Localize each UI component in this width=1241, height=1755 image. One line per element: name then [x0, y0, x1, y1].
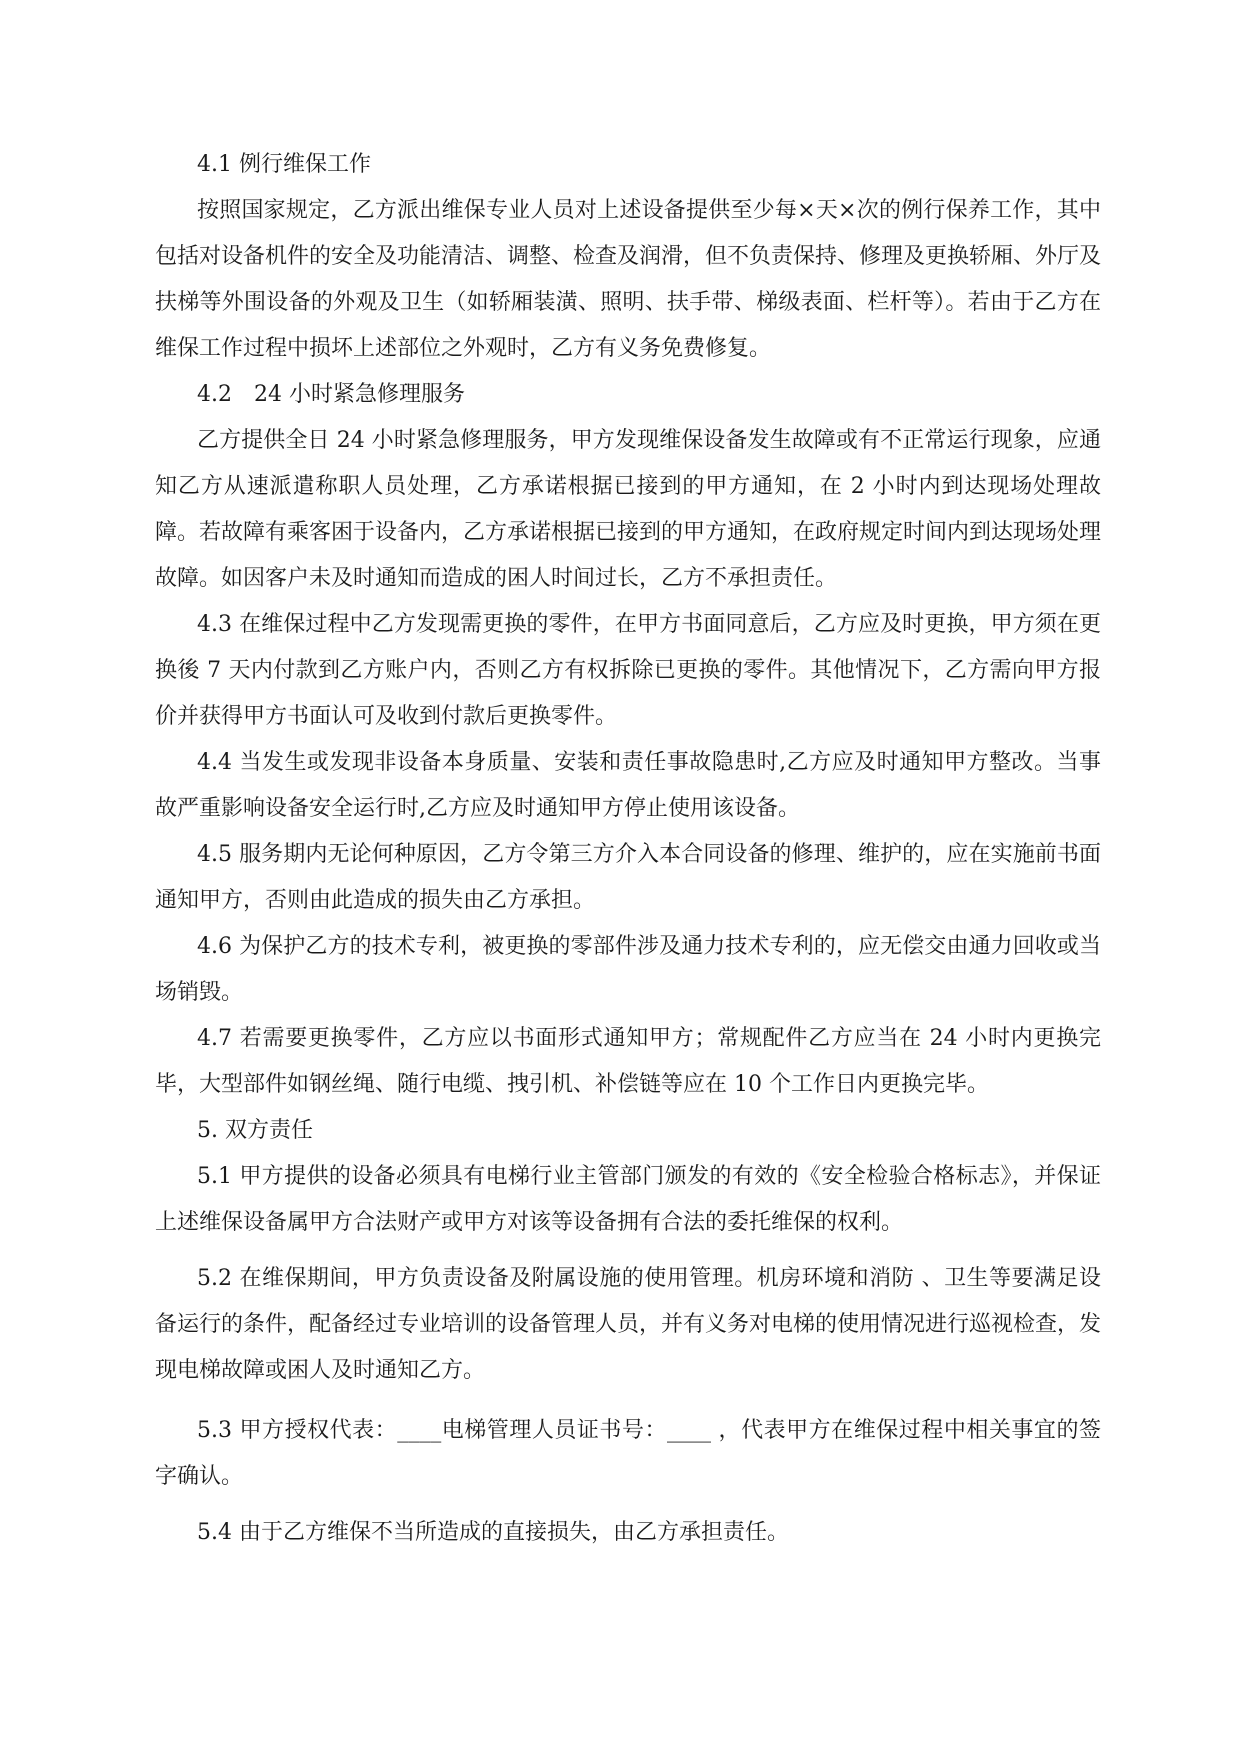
- paragraph-routine-maintenance: 按照国家规定，乙方派出维保专业人员对上述设备提供至少每×天×次的例行保养工作，其中包括对设备机件的安全及功能清洁、调整、检查及润滑，但不负责保持、修理及更换轿厢、外厅及扶梯等外围设备的外观及卫生（如轿厢装潢、照明、扶手带、梯级表面、栏杆等）。若由于乙方在维保工作过程中损坏上述部位之外观时，乙方有义务免费修复。: [155, 198, 1102, 361]
- paragraph-5-3: 5.3 甲方授权代表：____电梯管理人员证书号：____ ，代表甲方在维保过程中相关事宜的签字确认。: [155, 1418, 1101, 1489]
- paragraph-5-2: 5.2 在维保期间，甲方负责设备及附属设施的使用管理。机房环境和消防 、卫生等要满足设备运行的条件，配备经过专业培训的设备管理人员，并有义务对电梯的使用情况进行巡视检查，发现电梯故障或困人及时通知乙方。: [155, 1266, 1102, 1383]
- section-heading-4-2: 4.2 24 小时紧急修理服务: [197, 382, 465, 407]
- paragraph-4-3: 4.3 在维保过程中乙方发现需更换的零件，在甲方书面同意后，乙方应及时更换，甲方须在更换後 7 天内付款到乙方账户内，否则乙方有权拆除已更换的零件。其他情况下，乙方需向甲方报价并获得甲方书面认可及收到付款后更换零件。: [155, 612, 1101, 729]
- paragraph-4-4: 4.4 当发生或发现非设备本身质量、安装和责任事故隐患时,乙方应及时通知甲方整改。当事故严重影响设备安全运行时,乙方应及时通知甲方停止使用该设备。: [155, 750, 1101, 821]
- section-heading-5: 5. 双方责任: [197, 1118, 313, 1143]
- paragraph-5-4: 5.4 由于乙方维保不当所造成的直接损失，由乙方承担责任。: [197, 1520, 789, 1545]
- paragraph-4-6: 4.6 为保护乙方的技术专利，被更换的零部件涉及通力技术专利的，应无偿交由通力回收或当场销毁。: [155, 934, 1101, 1005]
- section-heading-4-1: 4.1 例行维保工作: [197, 152, 371, 177]
- paragraph-emergency-repair: 乙方提供全日 24 小时紧急修理服务，甲方发现维保设备发生故障或有不正常运行现象，应通知乙方从速派遣称职人员处理，乙方承诺根据已接到的甲方通知，在 2 小时内到达现场处理故障。若故障有乘客困于设备内，乙方承诺根据已接到的甲方通知，在政府规定时间内到达现场处理故障。如因客户未及时通知而造成的困人时间过长，乙方不承担责任。: [155, 428, 1102, 591]
- paragraph-4-5: 4.5 服务期内无论何种原因，乙方令第三方介入本合同设备的修理、维护的，应在实施前书面通知甲方，否则由此造成的损失由乙方承担。: [155, 842, 1101, 913]
- paragraph-4-7: 4.7 若需要更换零件，乙方应以书面形式通知甲方；常规配件乙方应当在 24 小时内更换完毕，大型部件如钢丝绳、随行电缆、拽引机、补偿链等应在 10 个工作日内更换完毕。: [155, 1026, 1101, 1097]
- paragraph-5-1: 5.1 甲方提供的设备必须具有电梯行业主管部门颁发的有效的《安全检验合格标志》，并保证上述维保设备属甲方合法财产或甲方对该等设备拥有合法的委托维保的权利。: [155, 1164, 1101, 1235]
